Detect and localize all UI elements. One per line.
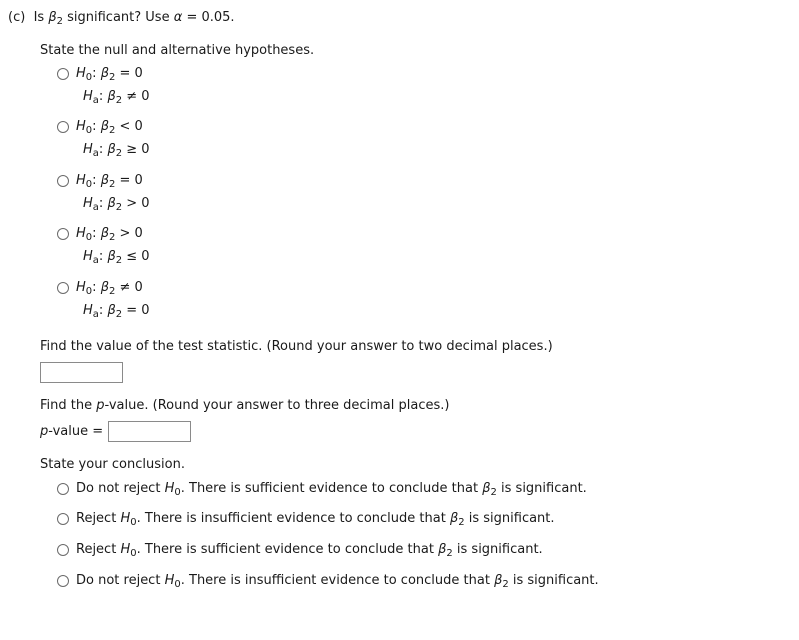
alternative-hypothesis[interactable]: $H_a$: $\beta_2 \ge 0$ xyxy=(83,142,150,159)
conclusion-option-radio[interactable] xyxy=(57,483,69,495)
conclusion-option-label[interactable]: Do not reject $H_0$. There is sufficient evidence to conclude that $\beta_2$ is significant. xyxy=(76,481,587,498)
question-line: (c) Is $\beta_2$ significant? Use α = 0.05. xyxy=(8,10,235,27)
conclusion-option-label[interactable]: Reject $H_0$. There is insufficient evidence to conclude that $\beta_2$ is significant. xyxy=(76,511,555,528)
alternative-hypothesis[interactable]: $H_a$: $\beta_2 \ne 0$ xyxy=(83,89,150,106)
test-stat-input[interactable] xyxy=(40,362,123,383)
null-hypothesis[interactable]: $H_0$: $\beta_2 \ne 0$ xyxy=(76,280,143,297)
hypothesis-option-radio[interactable] xyxy=(57,175,69,187)
conclusion-instruction: State your conclusion. xyxy=(40,457,185,472)
pvalue-instruction: Find the p-value. (Round your answer to three decimal places.) xyxy=(40,398,450,413)
part-label: (c) xyxy=(8,10,26,25)
conclusion-option-radio[interactable] xyxy=(57,544,69,556)
hypotheses-instruction: State the null and alternative hypotheses. xyxy=(40,43,315,58)
alternative-hypothesis[interactable]: $H_a$: $\beta_2 = 0$ xyxy=(83,303,150,320)
null-hypothesis[interactable]: $H_0$: $\beta_2 = 0$ xyxy=(76,173,143,190)
null-hypothesis[interactable]: $H_0$: $\beta_2 = 0$ xyxy=(76,66,143,83)
conclusion-option-label[interactable]: Reject $H_0$. There is sufficient evidence to conclude that $\beta_2$ is significant. xyxy=(76,542,543,559)
conclusion-option-radio[interactable] xyxy=(57,513,69,525)
beta-symbol: $\beta_2$ xyxy=(48,10,63,27)
hypothesis-option-radio[interactable] xyxy=(57,228,69,240)
conclusion-option-radio[interactable] xyxy=(57,575,69,587)
pvalue-input[interactable] xyxy=(108,421,191,442)
conclusion-option-label[interactable]: Do not reject $H_0$. There is insufficient evidence to conclude that $\beta_2$ is significant. xyxy=(76,573,599,590)
null-hypothesis[interactable]: $H_0$: $\beta_2 < 0$ xyxy=(76,119,143,136)
alpha-symbol: α xyxy=(173,10,183,25)
hypothesis-option-radio[interactable] xyxy=(57,282,69,294)
hypothesis-option-radio[interactable] xyxy=(57,68,69,80)
alternative-hypothesis[interactable]: $H_a$: $\beta_2 > 0$ xyxy=(83,196,150,213)
null-hypothesis[interactable]: $H_0$: $\beta_2 > 0$ xyxy=(76,226,143,243)
alternative-hypothesis[interactable]: $H_a$: $\beta_2 \le 0$ xyxy=(83,249,150,266)
pvalue-label: p-value = xyxy=(40,424,104,439)
test-stat-instruction: Find the value of the test statistic. (Round your answer to two decimal places.) xyxy=(40,339,553,354)
hypothesis-option-radio[interactable] xyxy=(57,121,69,133)
